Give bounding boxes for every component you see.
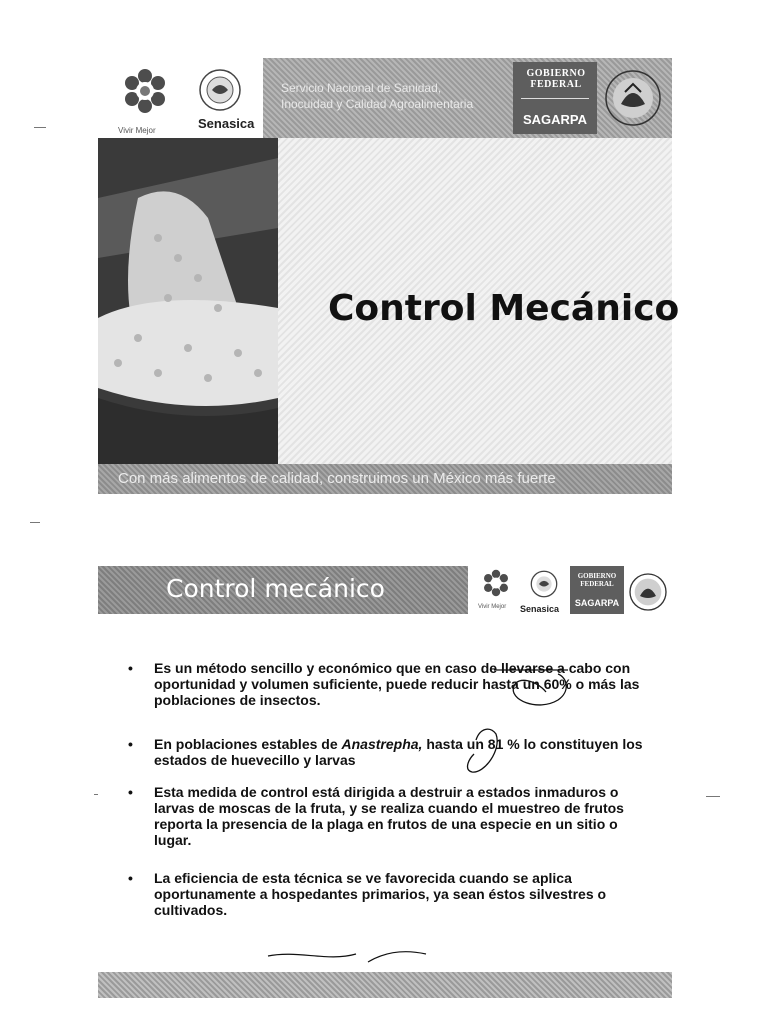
bullet-text-part2: hasta un 81 % lo constituyen los estados de huevecillo y larvas: [154, 736, 643, 768]
bullet-text: Es un método sencillo y económico que en caso de llevarse a cabo con oportunidad y volumen suficiente, puede reducir hasta un 60% o más las poblaciones de insectos.: [154, 660, 640, 708]
divider: [521, 98, 589, 99]
slide-footer: [98, 464, 672, 494]
margin-mark: [34, 127, 46, 128]
senasica-seal-icon: [198, 68, 242, 112]
flower-icon: [481, 568, 511, 598]
bullet-text: La eficiencia de esta técnica se ve favorecida cuando se aplica oportunamente a hospedantes primarios, ya sean éstos silvestres o cultivados.: [154, 870, 607, 918]
bullet-dot: •: [128, 870, 133, 886]
mexico-seal-icon: [628, 572, 668, 612]
vivir-mejor-label: Vivir Mejor: [478, 604, 507, 610]
gobierno-line1: GOBIERNO: [526, 68, 586, 79]
species-name: Anastrepha,: [341, 736, 423, 752]
bullet-text: Esta medida de control está dirigida a destruir a estados inmaduros o larvas de moscas de la fruta, y se realiza cuando el muestreo de frutos reporta la presencia de la plaga en frutos de una especie en un sitio o lugar.: [154, 784, 624, 848]
underline-hospedantes: [268, 954, 356, 957]
margin-mark: [30, 522, 40, 523]
senasica-logo: [98, 58, 263, 138]
bullet-dot: •: [128, 784, 133, 800]
underline-primarios: [368, 952, 426, 962]
agency-name-line1: Servicio Nacional de Sanidad,: [281, 81, 442, 95]
gobierno-federal-text: [521, 68, 591, 90]
slide-title: Control Mecánico: [328, 288, 680, 329]
sagarpa-label: SAGARPA: [574, 598, 620, 608]
slide-title: Control mecánico: [166, 574, 385, 603]
gobierno-federal-text: [572, 572, 622, 588]
slide-2: [98, 560, 672, 998]
slide-footer: [98, 972, 672, 998]
vivir-mejor-logo: [476, 566, 516, 618]
gobierno-line1: GOBIERNO: [577, 572, 617, 580]
bullet-text: [154, 736, 644, 768]
senasica-seal-icon: [530, 570, 558, 598]
slide-1: [98, 58, 680, 494]
senasica-logo: [518, 566, 568, 618]
gobierno-line2: FEDERAL: [530, 79, 582, 90]
sagarpa-label: SAGARPA: [522, 112, 588, 127]
senasica-label: Senasica: [198, 116, 255, 131]
senasica-label: Senasica: [520, 604, 560, 614]
slide-body: [98, 138, 680, 464]
footer-slogan: Con más alimentos de calidad, construimos un México más fuerte: [118, 470, 556, 487]
margin-mark: [706, 796, 720, 797]
bullet-dot: •: [128, 660, 133, 676]
agency-name-line2: Inocuidad y Calidad Agroalimentaria: [281, 97, 474, 111]
mexico-seal-icon: [603, 68, 663, 128]
bullet-dot: •: [128, 736, 133, 752]
fruit-pile-photo: [98, 138, 278, 464]
agency-banner: [263, 58, 672, 138]
bullet-text-part1: En poblaciones estables de: [154, 736, 342, 752]
gobierno-federal-badge: [513, 62, 597, 134]
vivir-mejor-label: Vivir Mejor: [118, 126, 156, 135]
gobierno-federal-badge: [570, 566, 624, 614]
gobierno-line2: FEDERAL: [580, 580, 614, 588]
slide-header: [98, 58, 672, 138]
agency-name: [281, 80, 511, 112]
slide-header: [98, 560, 672, 620]
title-bar: [98, 566, 468, 614]
fruit-pile-image: [98, 138, 278, 464]
